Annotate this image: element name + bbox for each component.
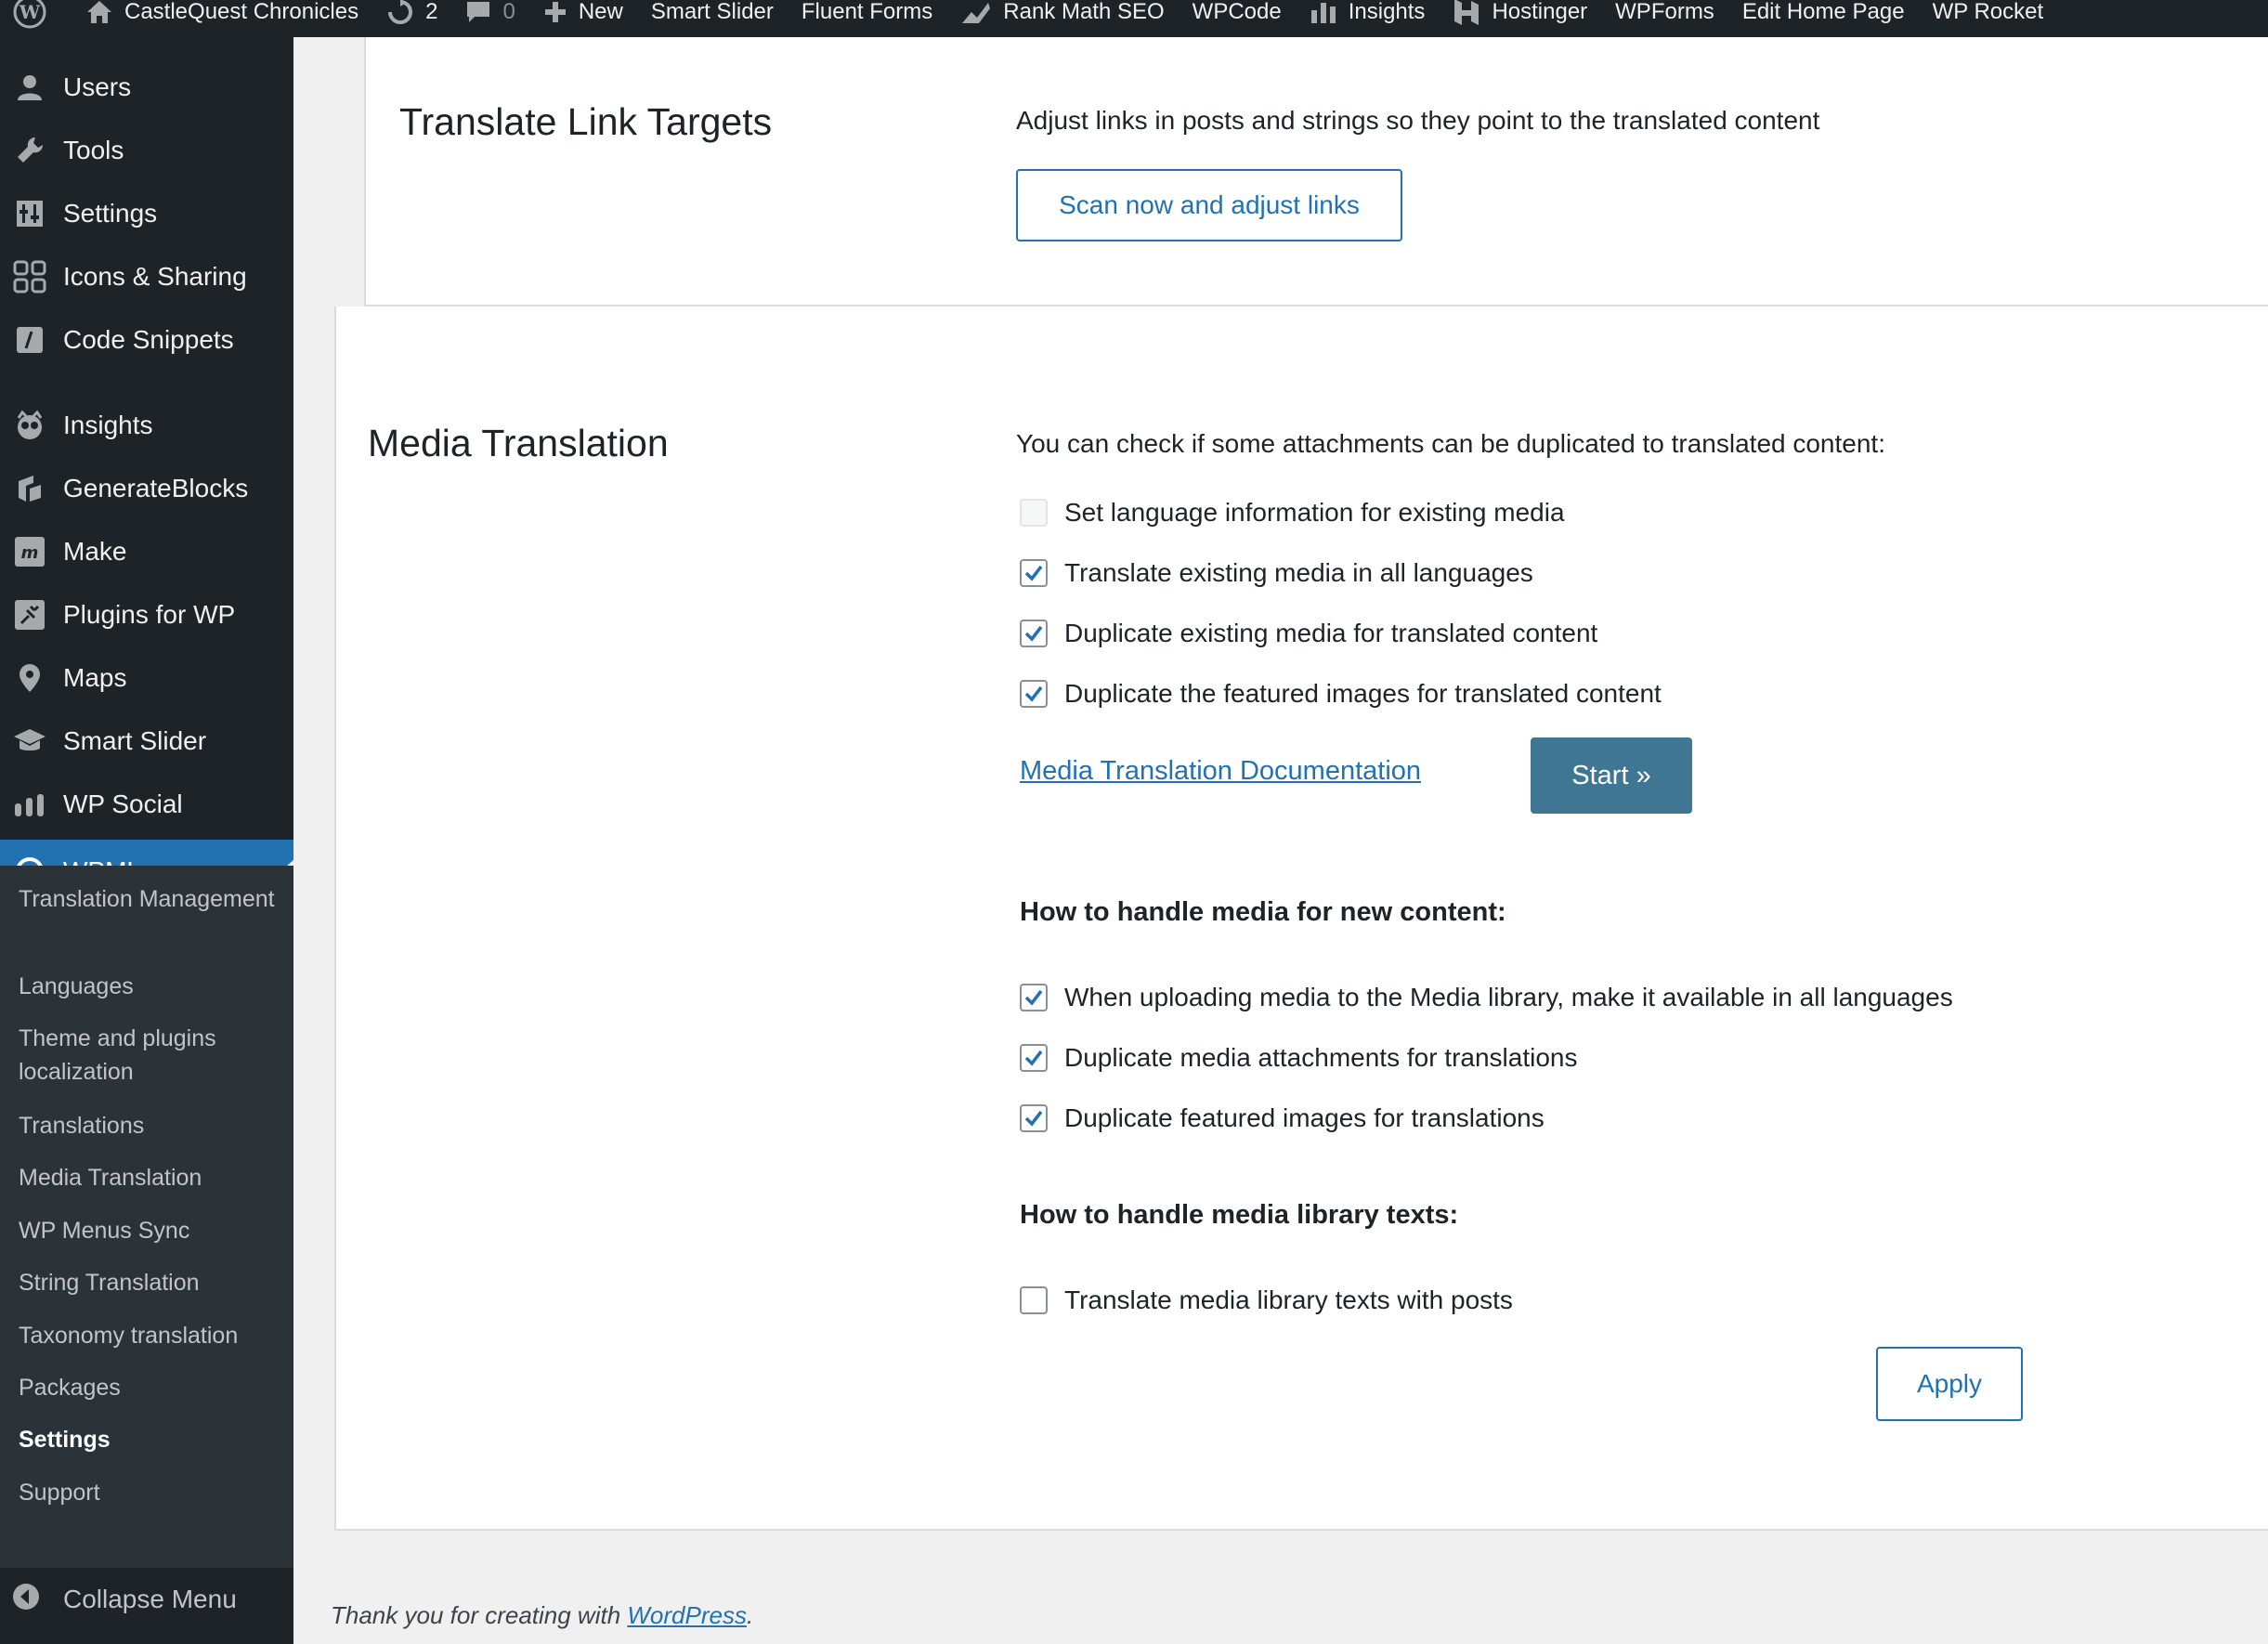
home-icon bbox=[85, 0, 113, 25]
updates-menu[interactable] bbox=[372, 0, 451, 31]
checkmark-icon bbox=[1023, 622, 1045, 645]
option-translate-existing-media[interactable] bbox=[1020, 558, 1533, 588]
sidebar-item-label: Tools bbox=[63, 136, 124, 164]
media-translation-panel bbox=[334, 307, 2268, 1531]
submenu-languages[interactable]: Languages bbox=[19, 973, 134, 999]
wordpress-link[interactable]: WordPress bbox=[627, 1601, 747, 1629]
checkbox-checked[interactable] bbox=[1020, 1044, 1048, 1072]
submenu-packages[interactable]: Packages bbox=[19, 1375, 121, 1401]
checkbox-checked[interactable] bbox=[1020, 559, 1048, 587]
collapse-menu-label: Collapse Menu bbox=[63, 1585, 237, 1613]
option-label: Translate existing media in all languages bbox=[1064, 558, 1533, 587]
checkbox-checked[interactable] bbox=[1020, 620, 1048, 647]
option-duplicate-featured-existing[interactable] bbox=[1020, 679, 1662, 709]
option-label: Duplicate featured images for translations bbox=[1064, 1103, 1545, 1132]
collapse-menu-button[interactable] bbox=[0, 1568, 293, 1631]
hostinger-icon bbox=[1453, 0, 1480, 27]
main-content bbox=[293, 37, 2268, 1644]
wp-social-icon bbox=[11, 786, 48, 823]
checkbox-checked[interactable] bbox=[1020, 680, 1048, 708]
option-upload-all-languages[interactable] bbox=[1020, 983, 1953, 1012]
sidebar-item-generateblocks[interactable] bbox=[0, 457, 293, 520]
sidebar-item-tools[interactable] bbox=[0, 119, 293, 182]
checkbox-unchecked[interactable] bbox=[1020, 1286, 1048, 1314]
adminbar-wp-rocket[interactable] bbox=[1919, 0, 2058, 31]
updates-icon bbox=[386, 0, 414, 26]
adminbar-wpforms-label: WPForms bbox=[1615, 0, 1714, 24]
wpml-submenu bbox=[0, 866, 293, 1568]
checkmark-icon bbox=[1023, 1107, 1045, 1129]
submenu-translation-management[interactable]: Translation Management bbox=[19, 886, 275, 912]
option-label: When uploading media to the Media library, make it available in all languages bbox=[1064, 983, 1953, 1011]
rank-math-icon bbox=[960, 0, 992, 25]
scan-adjust-links-button[interactable]: Scan now and adjust links bbox=[1016, 169, 1402, 241]
submenu-media-translation[interactable]: Media Translation bbox=[19, 1165, 202, 1191]
submenu-translations[interactable]: Translations bbox=[19, 1113, 145, 1139]
library-texts-heading: How to handle media library texts: bbox=[1020, 1200, 1459, 1230]
admin-bar bbox=[0, 0, 2268, 37]
footer-text: Thank you for creating with bbox=[331, 1601, 628, 1629]
link-targets-panel bbox=[364, 37, 2268, 307]
option-label: Duplicate the featured images for translated content bbox=[1064, 679, 1662, 708]
sidebar-item-label: Settings bbox=[63, 199, 158, 228]
option-label: Set language information for existing media bbox=[1064, 498, 1565, 527]
adminbar-smart-slider[interactable] bbox=[637, 0, 788, 31]
adminbar-smart-slider-label: Smart Slider bbox=[650, 0, 774, 24]
new-content-menu[interactable] bbox=[529, 0, 637, 31]
adminbar-insights-label: Insights bbox=[1348, 0, 1426, 24]
svg-text:W: W bbox=[19, 1, 41, 23]
comments-count: 0 bbox=[502, 0, 515, 24]
option-duplicate-featured[interactable] bbox=[1020, 1103, 1545, 1133]
svg-text:m: m bbox=[20, 543, 39, 563]
checkmark-icon bbox=[1023, 1047, 1045, 1069]
checkmark-icon bbox=[1023, 683, 1045, 705]
submenu-string-translation[interactable]: String Translation bbox=[19, 1270, 200, 1296]
wordpress-logo-button[interactable] bbox=[0, 0, 72, 31]
site-name-menu[interactable] bbox=[72, 0, 372, 31]
adminbar-wp-rocket-label: WP Rocket bbox=[1932, 0, 2044, 24]
start-button[interactable]: Start » bbox=[1531, 737, 1692, 814]
adminbar-rank-math[interactable] bbox=[946, 0, 1178, 31]
comments-menu[interactable] bbox=[451, 0, 528, 31]
checkbox-checked[interactable] bbox=[1020, 984, 1048, 1011]
link-targets-description: Adjust links in posts and strings so they point to the translated content bbox=[1016, 106, 1820, 135]
checkmark-icon bbox=[1023, 562, 1045, 584]
bar-chart-icon bbox=[1310, 0, 1337, 25]
submenu-settings[interactable]: Settings bbox=[19, 1427, 111, 1453]
settings-icon bbox=[11, 195, 48, 232]
sidebar-item-plugins-for-wp[interactable] bbox=[0, 583, 293, 646]
option-set-language-info[interactable] bbox=[1020, 498, 1565, 528]
sidebar-item-label: Plugins for WP bbox=[63, 600, 236, 629]
collapse-arrow-icon bbox=[11, 1582, 41, 1618]
sidebar-item-label: Users bbox=[63, 72, 132, 101]
option-duplicate-attachments[interactable] bbox=[1020, 1043, 1578, 1073]
adminbar-edit-home-page-label: Edit Home Page bbox=[1741, 0, 1905, 24]
new-label: New bbox=[578, 0, 623, 24]
icons-sharing-icon bbox=[11, 258, 48, 295]
media-translation-intro: You can check if some attachments can be duplicated to translated content: bbox=[1016, 429, 1885, 458]
sidebar-item-users[interactable] bbox=[0, 56, 293, 119]
option-label: Duplicate media attachments for translations bbox=[1064, 1043, 1578, 1072]
sidebar-item-icons-sharing[interactable] bbox=[0, 245, 293, 308]
submenu-support[interactable]: Support bbox=[19, 1480, 100, 1506]
option-translate-library-texts[interactable] bbox=[1020, 1285, 1513, 1315]
sidebar-item-label: Maps bbox=[63, 663, 127, 692]
updates-count: 2 bbox=[425, 0, 438, 24]
new-content-heading: How to handle media for new content: bbox=[1020, 897, 1506, 927]
option-label: Translate media library texts with posts bbox=[1064, 1285, 1513, 1314]
sidebar-item-insights[interactable] bbox=[0, 394, 293, 457]
code-snippets-icon bbox=[11, 321, 48, 359]
option-duplicate-existing-media[interactable] bbox=[1020, 619, 1597, 648]
wordpress-logo-icon bbox=[13, 0, 46, 29]
insights-icon bbox=[11, 407, 48, 444]
submenu-theme-plugins-localization[interactable]: Theme and plugins localization bbox=[19, 1025, 216, 1085]
option-label: Duplicate existing media for translated content bbox=[1064, 619, 1598, 647]
adminbar-insights[interactable] bbox=[1296, 0, 1440, 31]
admin-footer bbox=[331, 1601, 753, 1630]
sidebar-item-make[interactable] bbox=[0, 520, 293, 583]
smart-slider-icon bbox=[11, 723, 48, 760]
sidebar-item-label: WP Social bbox=[63, 789, 183, 818]
sidebar-item-wp-social[interactable] bbox=[0, 773, 293, 836]
site-name: CastleQuest Chronicles bbox=[124, 0, 359, 24]
adminbar-fluent-forms[interactable] bbox=[788, 0, 946, 31]
sidebar-item-label: Code Snippets bbox=[63, 325, 234, 354]
users-icon bbox=[11, 69, 48, 106]
maps-pin-icon bbox=[11, 659, 48, 697]
plugins-icon bbox=[11, 596, 48, 633]
adminbar-hostinger-label: Hostinger bbox=[1492, 0, 1588, 24]
adminbar-hostinger[interactable] bbox=[1439, 0, 1601, 31]
sidebar-item-code-snippets[interactable] bbox=[0, 308, 293, 372]
media-translation-doc-link[interactable]: Media Translation Documentation bbox=[1020, 756, 1422, 786]
link-targets-title: Translate Link Targets bbox=[399, 100, 773, 143]
sidebar-item-settings[interactable] bbox=[0, 182, 293, 245]
tools-icon bbox=[11, 132, 48, 169]
submenu-wp-menus-sync[interactable]: WP Menus Sync bbox=[19, 1218, 190, 1244]
checkmark-icon bbox=[1023, 986, 1045, 1009]
admin-sidebar bbox=[0, 37, 293, 1644]
sidebar-item-label: GenerateBlocks bbox=[63, 474, 249, 502]
apply-button[interactable]: Apply bbox=[1876, 1347, 2023, 1421]
sidebar-item-label: Insights bbox=[63, 411, 153, 439]
adminbar-wpcode[interactable] bbox=[1179, 0, 1296, 31]
plus-icon bbox=[543, 0, 567, 24]
sidebar-item-label: Make bbox=[63, 537, 127, 566]
checkbox-disabled[interactable] bbox=[1020, 499, 1048, 527]
sidebar-item-label: Icons & Sharing bbox=[63, 262, 247, 291]
sidebar-item-label: Smart Slider bbox=[63, 726, 207, 755]
adminbar-fluent-forms-label: Fluent Forms bbox=[801, 0, 933, 24]
footer-end: . bbox=[746, 1601, 754, 1629]
generateblocks-icon bbox=[11, 470, 48, 507]
checkbox-checked[interactable] bbox=[1020, 1104, 1048, 1132]
sidebar-item-smart-slider[interactable] bbox=[0, 710, 293, 773]
adminbar-wpforms[interactable] bbox=[1601, 0, 1728, 31]
sidebar-item-maps[interactable] bbox=[0, 646, 293, 710]
submenu-taxonomy-translation[interactable]: Taxonomy translation bbox=[19, 1323, 239, 1349]
adminbar-edit-home-page[interactable] bbox=[1728, 0, 1919, 31]
comments-icon bbox=[465, 0, 491, 24]
media-translation-title: Media Translation bbox=[368, 422, 669, 464]
adminbar-wpcode-label: WPCode bbox=[1192, 0, 1282, 24]
make-icon bbox=[11, 533, 48, 570]
adminbar-rank-math-label: Rank Math SEO bbox=[1003, 0, 1165, 24]
